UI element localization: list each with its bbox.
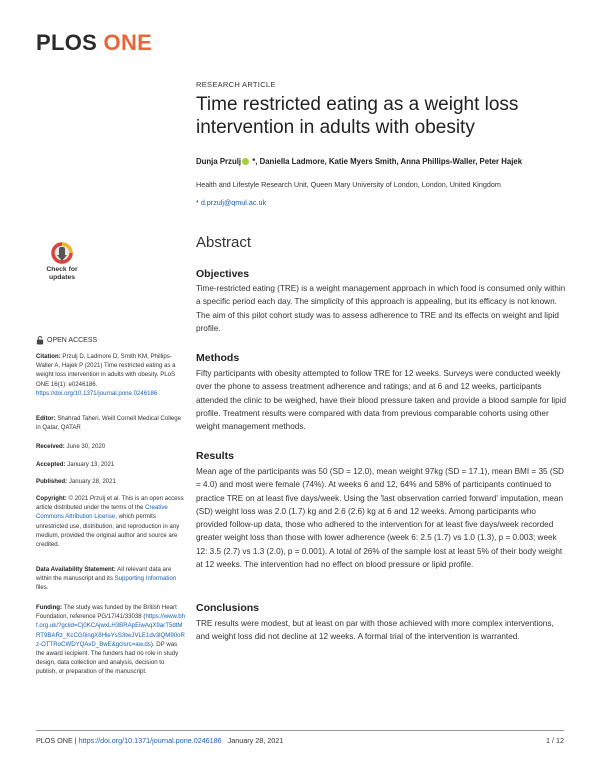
copyright-text-1: © 2021 Przulj et al. This is an open access article distributed under the terms of the: [36, 495, 184, 512]
author-list: [196, 157, 576, 166]
badge-line-1: Check for: [46, 266, 78, 273]
funding-link[interactable]: https://www.bhf.org.uk/?gclid=Cj0KCAjwxLH3BRApEiwAqX9arT5dtMRT9BARz_KcCG0ingX8HleYsS3twJVLE1dv3lQM90oRz-OTTRoCWDYQAvD_BwE&gclsrc=aw.ds: [36, 613, 186, 648]
email-link[interactable]: d.przulj@qmul.ac.uk: [200, 198, 267, 207]
published-block: [36, 477, 186, 486]
open-access-label: OPEN ACCESS: [47, 337, 98, 344]
footer-journal: PLOS ONE |: [36, 736, 79, 745]
data-availability-text-1: All relevant data are within the manuscript and its: [36, 566, 172, 583]
citation-doi-link[interactable]: https://doi.org/10.1371/journal.pone.0246186: [36, 389, 158, 397]
conclusions-text: TRE results were modest, but at least on par with those achieved with more complex interventions, and weight loss did not decline at 12 weeks. A formal trial of the intervention is warranted.: [196, 619, 554, 642]
corresponding-email: [196, 198, 266, 207]
author-rest: *, Daniella Ladmore, Katie Myers Smith, Anna Phillips-Waller, Peter Hajek: [250, 157, 523, 166]
methods-text: Fifty participants with obesity attempted to follow TRE for 12 weeks. Surveys were conducted weekly over the phone to assess treatment adherence and ratings; and at 6 and 12 weeks, participants attended the clinic to be weighed, have their blood pressure taken and provide a blood sample for lipid profile. Treatment results were compared with data from previous comparable cohorts using other weight management methods.: [196, 369, 567, 432]
supporting-info-link[interactable]: Supporting Information: [114, 575, 177, 583]
funding-block: [36, 603, 186, 677]
check-for-updates-badge[interactable]: [36, 240, 88, 292]
author-first: Dunja Przulj: [196, 157, 242, 166]
data-availability-label: Data Availability Statement:: [36, 566, 116, 573]
license-link[interactable]: Creative Commons Attribution License: [36, 504, 168, 521]
methods-heading: Methods: [196, 352, 240, 364]
email-star: *: [196, 198, 199, 207]
citation-label: Citation:: [36, 353, 61, 360]
funding-text-2: ). DP was the award recipient. The funders had no role in study design, data collection and analysis, decision to publish, or preparation of the manuscript.: [36, 640, 179, 676]
open-access: [36, 336, 97, 345]
page-number: 1 / 12: [546, 736, 564, 745]
journal-logo: [36, 30, 152, 56]
objectives-text: Time-restricted eating (TRE) is a weight management approach in which food is consumed only within a specific period each day. The simplicity of this approach is appealing, but its efficacy is not known. The aim of this pilot cohort study was to assess adherence to TRE and its effects on weight and lipid profile.: [196, 284, 566, 333]
footer-date: January 28, 2021: [221, 736, 284, 745]
editor-label: Editor:: [36, 415, 56, 422]
orcid-icon[interactable]: [242, 158, 249, 165]
conclusions-heading: Conclusions: [196, 602, 260, 614]
article-title: Time restricted eating as a weight loss intervention in adults with obesity: [196, 94, 519, 138]
logo-plos: PLOS: [36, 30, 98, 55]
copyright-text-2: , which permits unrestricted use, distribution, and reproduction in any medium, provided the original author and source are credited.: [36, 513, 180, 549]
footer-citation: [36, 736, 283, 745]
received-date: June 30, 2020: [64, 443, 106, 450]
abstract-heading: Abstract: [196, 234, 252, 251]
badge-label: [36, 266, 88, 282]
published-label: Published:: [36, 478, 68, 485]
footer-divider: [36, 730, 564, 731]
accepted-label: Accepted:: [36, 461, 66, 468]
editor-block: [36, 414, 186, 432]
published-date: January 28, 2021: [67, 478, 116, 485]
article-type: RESEARCH ARTICLE: [196, 80, 276, 89]
footer-doi-link[interactable]: https://doi.org/10.1371/journal.pone.0246186: [78, 736, 222, 745]
data-availability-block: [36, 565, 186, 593]
affiliation: Health and Lifestyle Research Unit, Queen Mary University of London, London, United Kingdom: [196, 180, 501, 189]
badge-line-2: updates: [48, 274, 76, 281]
results-text: Mean age of the participants was 50 (SD = 12.0), mean weight 97kg (SD = 17.1), mean BMI = 35 (SD = 4.0) and most were female (74%). At weeks 6 and 12, 64% and 58% of participants continued to practice TRE on at least five days/week. Using the 'last observation carried forward' imputation, mean (SD) weight loss was 2.0 (1.7) kg and 2.6 (2.6) kg at 6 and 12 weeks. Among participants who provided follow-up data, those who adhered to the intervention for at least five days/week recorded greater weight loss than those with lower adherence (week 6: 2.5 (1.7) vs 1.0 (1.3), p = 0.003; week 12: 3.5 (2.7) vs 1.3 (2.0), p = 0.001). A total of 26% of the sample lost at least 5% of their body weight at 12 weeks. The intervention had no effect on blood pressure or lipid profile.: [196, 467, 564, 570]
objectives-heading: Objectives: [196, 268, 250, 280]
received-label: Received:: [36, 443, 65, 450]
copyright-label: Copyright:: [36, 495, 67, 502]
citation-block: [36, 352, 186, 398]
open-lock-icon: [36, 336, 44, 345]
accepted-block: [36, 460, 186, 469]
citation-text: Przulj D, Ladmore D, Smith KM, Phillips-Waller A, Hajek P (2021) Time restricted eating as a weight loss intervention in adults with obesity. PLoS ONE 16(1): e0246186.: [36, 353, 176, 388]
funding-label: Funding:: [36, 604, 63, 611]
received-block: [36, 442, 186, 451]
logo-one: ONE: [103, 30, 153, 55]
data-availability-text-2: files.: [36, 584, 49, 592]
copyright-block: [36, 494, 186, 549]
results-heading: Results: [196, 450, 234, 462]
check-updates-icon: [36, 240, 88, 266]
editor-text: Shahrad Taheri, Weill Cornell Medical College in Qatar, QATAR: [36, 415, 182, 432]
accepted-date: January 13, 2021: [65, 461, 115, 468]
funding-text-1: The study was funded by the British Heart Foundation, reference PG/17/41/33038 (: [36, 604, 177, 621]
